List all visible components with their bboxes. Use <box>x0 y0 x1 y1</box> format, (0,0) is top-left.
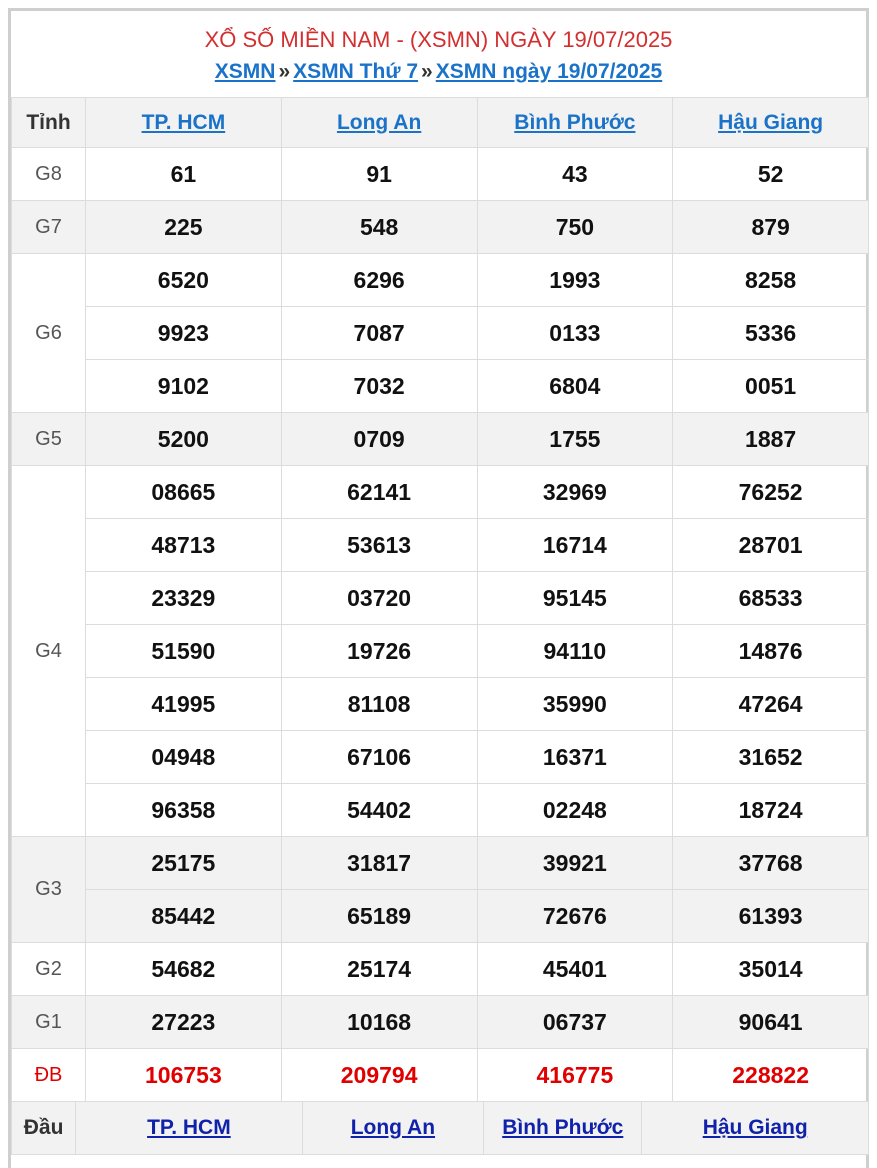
dau-link-binh-phuoc[interactable]: Bình Phước <box>502 1116 624 1139</box>
dau-province-cell <box>76 1102 303 1155</box>
prize-number: 85442 <box>86 890 282 943</box>
prize-label: G7 <box>12 201 86 254</box>
prize-row <box>12 466 869 519</box>
results-body <box>12 148 869 1102</box>
province-link-tp-hcm[interactable]: TP. HCM <box>141 110 226 134</box>
prize-row <box>12 890 869 943</box>
prize-number: 8258 <box>673 254 869 307</box>
prize-row <box>12 148 869 201</box>
prize-number: 25174 <box>281 943 477 996</box>
prize-number: 9102 <box>86 360 282 413</box>
prize-label: G5 <box>12 413 86 466</box>
prize-number: 6296 <box>281 254 477 307</box>
prize-number: 28701 <box>673 519 869 572</box>
prize-number: 54682 <box>86 943 282 996</box>
prize-number: 47264 <box>673 678 869 731</box>
prize-number: 94110 <box>477 625 673 678</box>
prize-row <box>12 1049 869 1102</box>
prize-number: 27223 <box>86 996 282 1049</box>
dau-column-header: Đầu <box>12 1102 76 1155</box>
prize-row <box>12 943 869 996</box>
prize-number: 19726 <box>281 625 477 678</box>
province-header-cell <box>673 98 869 148</box>
prize-number: 61 <box>86 148 282 201</box>
prize-label: G8 <box>12 148 86 201</box>
special-prize-number: 106753 <box>86 1049 282 1102</box>
special-prize-number: 416775 <box>477 1049 673 1102</box>
prize-label: ĐB <box>12 1049 86 1102</box>
prize-row <box>12 254 869 307</box>
prize-number: 10168 <box>281 996 477 1049</box>
prize-number: 45401 <box>477 943 673 996</box>
dau-province-cell <box>484 1102 642 1155</box>
prize-number: 48713 <box>86 519 282 572</box>
breadcrumb-link-xsmn-thu-7[interactable]: XSMN Thứ 7 <box>293 60 419 83</box>
prize-number: 81108 <box>281 678 477 731</box>
prize-number: 1993 <box>477 254 673 307</box>
prize-number: 14876 <box>673 625 869 678</box>
dau-link-tp-hcm[interactable]: TP. HCM <box>147 1116 231 1139</box>
prize-number: 31817 <box>281 837 477 890</box>
special-prize-number: 228822 <box>673 1049 869 1102</box>
dau-province-cell <box>642 1102 869 1155</box>
prize-number: 0051 <box>673 360 869 413</box>
province-link-hau-giang[interactable]: Hậu Giang <box>718 110 824 134</box>
prize-number: 750 <box>477 201 673 254</box>
breadcrumb-separator: » <box>421 60 433 83</box>
prize-number: 54402 <box>281 784 477 837</box>
prize-number: 9923 <box>86 307 282 360</box>
prize-row <box>12 360 869 413</box>
prize-row <box>12 572 869 625</box>
results-panel <box>8 8 869 1168</box>
prize-number: 5200 <box>86 413 282 466</box>
prize-label: G2 <box>12 943 86 996</box>
results-table <box>11 97 869 1102</box>
prize-number: 03720 <box>281 572 477 625</box>
prize-number: 25175 <box>86 837 282 890</box>
prize-number: 02248 <box>477 784 673 837</box>
prize-number: 96358 <box>86 784 282 837</box>
prize-row <box>12 731 869 784</box>
prize-number: 06737 <box>477 996 673 1049</box>
prize-number: 08665 <box>86 466 282 519</box>
title-block <box>11 11 866 97</box>
prize-number: 68533 <box>673 572 869 625</box>
prize-number: 52 <box>673 148 869 201</box>
prize-number: 91 <box>281 148 477 201</box>
prize-row <box>12 625 869 678</box>
prize-number: 6520 <box>86 254 282 307</box>
prize-number: 32969 <box>477 466 673 519</box>
prize-number: 65189 <box>281 890 477 943</box>
prize-number: 35990 <box>477 678 673 731</box>
prize-label: G1 <box>12 996 86 1049</box>
dau-table <box>11 1101 869 1155</box>
dau-link-hau-giang[interactable]: Hậu Giang <box>702 1116 808 1139</box>
prize-number: 6804 <box>477 360 673 413</box>
prize-number: 18724 <box>673 784 869 837</box>
dau-header-row <box>12 1102 869 1155</box>
prize-number: 04948 <box>86 731 282 784</box>
prize-number: 41995 <box>86 678 282 731</box>
prize-number: 39921 <box>477 837 673 890</box>
prize-number: 37768 <box>673 837 869 890</box>
dau-province-cell <box>302 1102 483 1155</box>
province-link-long-an[interactable]: Long An <box>336 110 422 134</box>
prize-number: 51590 <box>86 625 282 678</box>
prize-number: 0133 <box>477 307 673 360</box>
prize-number: 0709 <box>281 413 477 466</box>
breadcrumb <box>11 59 866 85</box>
prize-number: 7087 <box>281 307 477 360</box>
prize-number: 1755 <box>477 413 673 466</box>
breadcrumb-link-xsmn[interactable]: XSMN <box>214 60 276 83</box>
prize-number: 53613 <box>281 519 477 572</box>
prize-row <box>12 996 869 1049</box>
prize-number: 7032 <box>281 360 477 413</box>
prize-number: 72676 <box>477 890 673 943</box>
province-link-binh-phuoc[interactable]: Bình Phước <box>514 110 636 134</box>
prize-row <box>12 413 869 466</box>
prize-number: 95145 <box>477 572 673 625</box>
prize-number: 62141 <box>281 466 477 519</box>
prize-number: 90641 <box>673 996 869 1049</box>
prize-number: 43 <box>477 148 673 201</box>
province-header-cell <box>477 98 673 148</box>
prize-number: 31652 <box>673 731 869 784</box>
prize-number: 548 <box>281 201 477 254</box>
prize-number: 67106 <box>281 731 477 784</box>
prize-number: 879 <box>673 201 869 254</box>
breadcrumb-separator: » <box>278 60 291 83</box>
prize-number: 35014 <box>673 943 869 996</box>
prize-number: 225 <box>86 201 282 254</box>
prize-row <box>12 201 869 254</box>
prize-label: G3 <box>12 837 86 943</box>
prize-row <box>12 678 869 731</box>
results-header-row <box>12 98 869 148</box>
province-header-cell <box>86 98 282 148</box>
prize-row <box>12 307 869 360</box>
prize-row <box>12 837 869 890</box>
dau-link-long-an[interactable]: Long An <box>350 1116 436 1139</box>
prize-number: 1887 <box>673 413 869 466</box>
prize-number: 16714 <box>477 519 673 572</box>
prize-number: 76252 <box>673 466 869 519</box>
prize-number: 61393 <box>673 890 869 943</box>
province-column-header: Tỉnh <box>12 98 86 148</box>
breadcrumb-link-xsmn-date[interactable]: XSMN ngày 19/07/2025 <box>435 60 663 83</box>
prize-number: 16371 <box>477 731 673 784</box>
prize-number: 5336 <box>673 307 869 360</box>
prize-row <box>12 784 869 837</box>
page-title: XỔ SỐ MIỀN NAM - (XSMN) NGÀY 19/07/2025 <box>204 27 673 52</box>
prize-number: 23329 <box>86 572 282 625</box>
prize-row <box>12 519 869 572</box>
special-prize-number: 209794 <box>281 1049 477 1102</box>
province-header-cell <box>281 98 477 148</box>
prize-label: G4 <box>12 466 86 837</box>
prize-label: G6 <box>12 254 86 413</box>
